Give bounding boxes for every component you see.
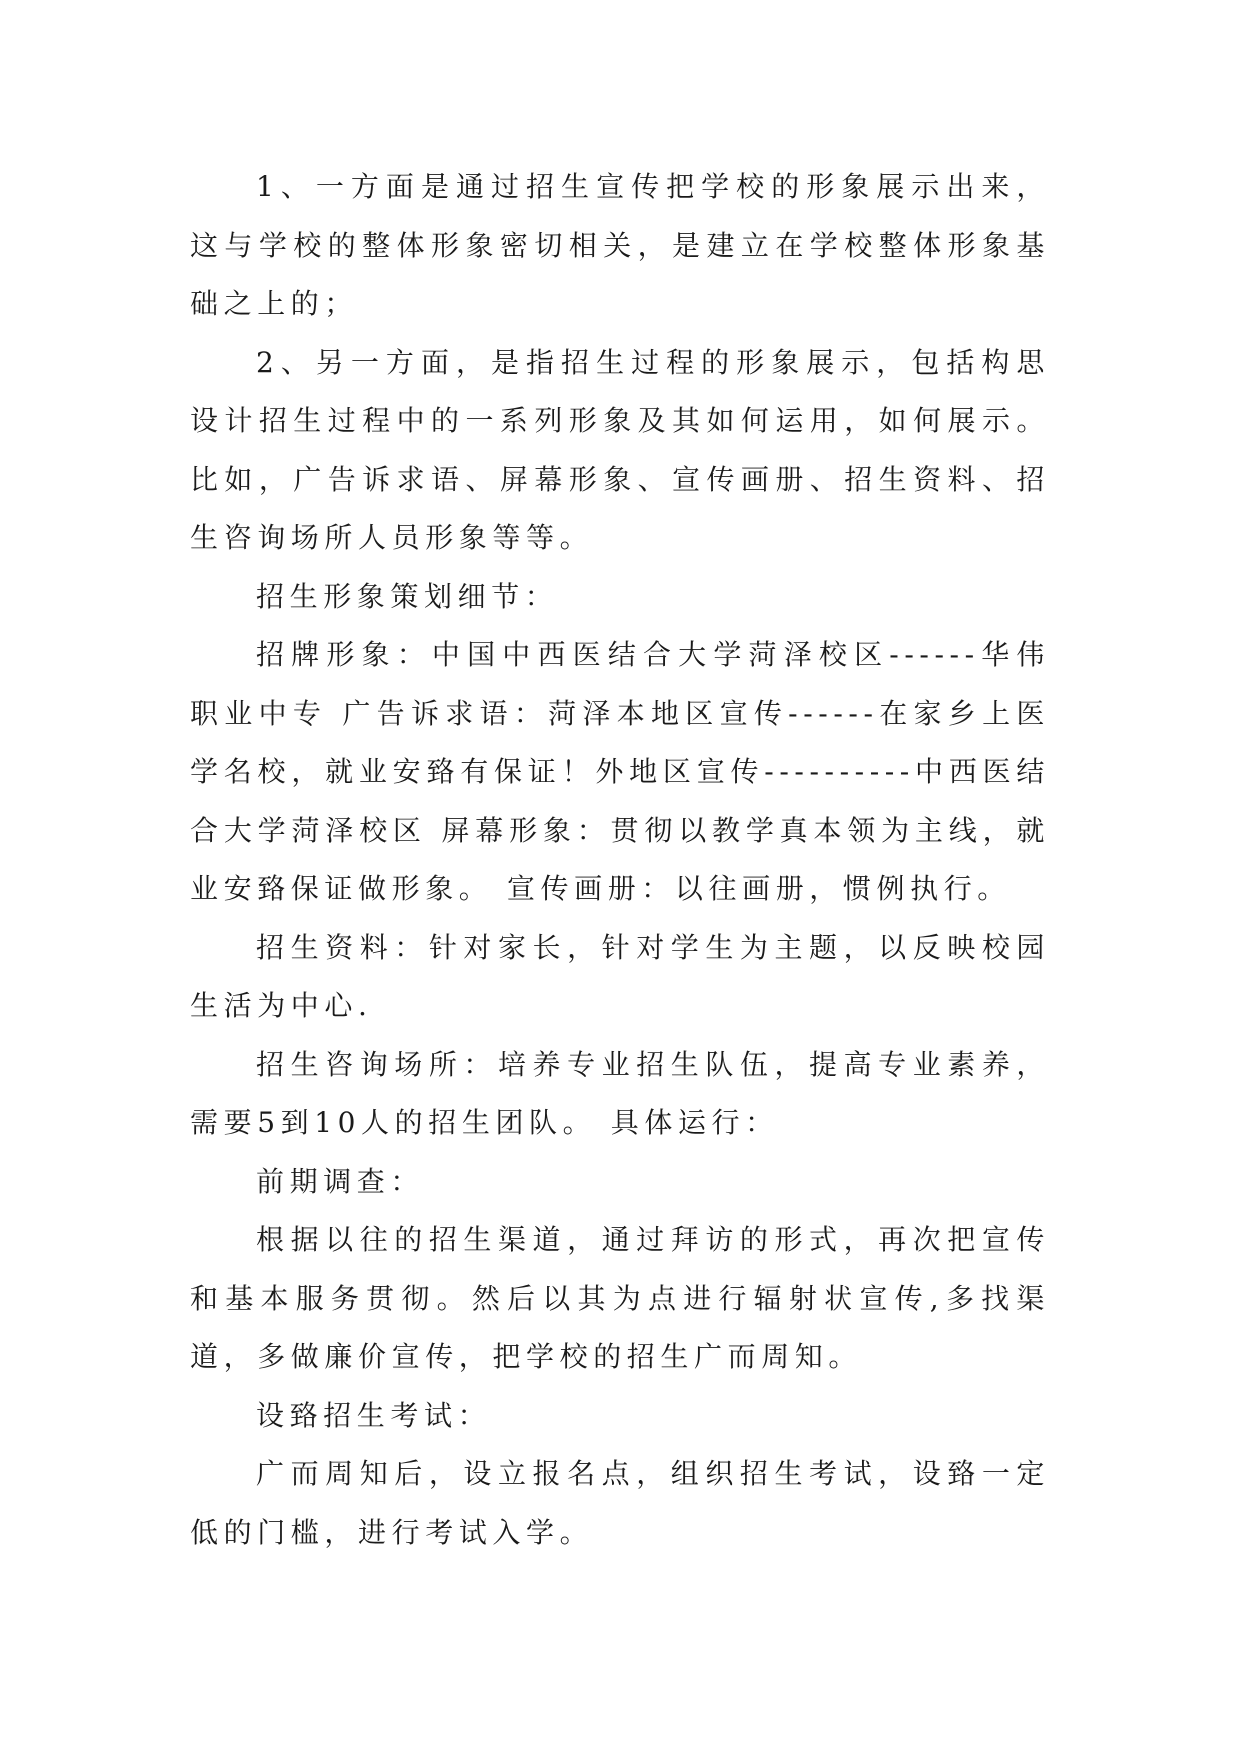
paragraph-exam-heading: 设臵招生考试： (256, 1398, 492, 1432)
paragraph-enrollment-materials: 招生资料：针对家长，针对学生为主题，以反映校园生活为中心. (190, 930, 1050, 1022)
paragraph-exam-details: 广而周知后，设立报名点，组织招生考试，设臵一定低的门槛，进行考试入学。 (190, 1457, 1050, 1549)
paragraph-channels: 根据以往的招生渠道，通过拜访的形式，再次把宣传和基本服务贯彻。然后以其为点进行辐射状宣传,多找渠道，多做廉价宣传，把学校的招生广而周知。 (190, 1223, 1050, 1373)
paragraph-process-image: 2、另一方面，是指招生过程的形象展示，包括构思设计招生过程中的一系列形象及其如何运用，如何展示。比如，广告诉求语、屏幕形象、宣传画册、招生资料、招生咨询场所人员形象等等。 (190, 345, 1050, 554)
paragraph-planning-details-heading: 招生形象策划细节： (256, 579, 559, 613)
paragraph-consultation-venue: 招生咨询场所：培养专业招生队伍，提高专业素养，需要5到10人的招生团队。 具体运行： (190, 1047, 1050, 1139)
paragraph-image-intro: 1、一方面是通过招生宣传把学校的形象展示出来，这与学校的整体形象密切相关，是建立在学校整体形象基础之上的； (190, 170, 1050, 320)
paragraph-signboard-image: 招牌形象：中国中西医结合大学菏泽校区------华伟职业中专 广告诉求语：菏泽本地区宣传------在家乡上医学名校，就业安臵有保证！外地区宣传----------中西医结合大学菏泽校区 屏幕形象：贯彻以教学真本领为主线，就业安臵保证做形象。 宣传画册：以往画册，惯例执行。 (190, 638, 1050, 905)
document-body (190, 158, 1050, 1562)
paragraph-preliminary-survey-heading: 前期调查： (256, 1164, 425, 1198)
